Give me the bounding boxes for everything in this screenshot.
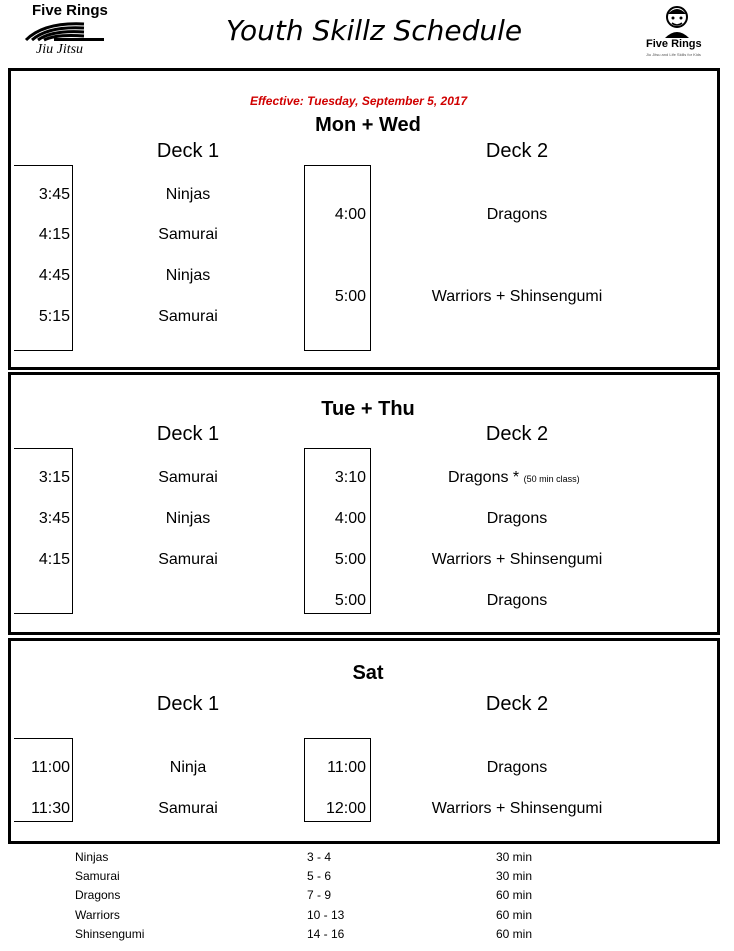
class-name: Samurai	[158, 800, 218, 817]
legend-name: Shinsengumi	[75, 927, 145, 941]
time-slot: 5:00	[334, 551, 366, 568]
deck2-time-box	[304, 165, 371, 351]
deck1-heading: Deck 1	[156, 423, 220, 445]
legend-ages: 7 - 9	[307, 888, 332, 902]
time-slot: 11:00	[31, 759, 70, 776]
time-slot: 3:10	[334, 469, 366, 486]
class-name: Warriors + Shinsengumi	[431, 551, 603, 568]
mascot-icon	[660, 4, 694, 38]
class-note: (50 min class)	[523, 474, 580, 484]
class-name: Dragons *	[448, 469, 520, 486]
time-slot: 11:30	[31, 800, 70, 817]
logo-right-brand: Five Rings	[646, 38, 702, 50]
day-heading: Sat	[352, 662, 384, 684]
class-name: Warriors + Shinsengumi	[431, 288, 603, 305]
rings-swoosh-icon	[24, 20, 106, 42]
legend-ages: 3 - 4	[307, 850, 332, 864]
class-name: Dragons	[486, 592, 548, 609]
deck2-heading: Deck 2	[485, 140, 549, 162]
five-rings-logo-left	[24, 2, 114, 60]
legend-name: Ninjas	[75, 850, 109, 864]
time-slot: 4:00	[334, 206, 366, 223]
class-name: Ninjas	[165, 510, 211, 527]
time-slot: 4:45	[38, 267, 70, 284]
legend-duration: 60 min	[496, 927, 533, 941]
class-name: Ninjas	[165, 186, 211, 203]
deck2-heading: Deck 2	[485, 693, 549, 715]
legend-ages: 5 - 6	[307, 869, 332, 883]
time-slot: 4:00	[334, 510, 366, 527]
time-slot: 3:45	[38, 510, 70, 527]
legend-duration: 30 min	[496, 869, 533, 883]
class-name-with-note	[448, 469, 580, 487]
time-slot: 5:00	[334, 288, 366, 305]
class-name: Samurai	[158, 308, 218, 325]
class-name: Warriors + Shinsengumi	[431, 800, 603, 817]
time-slot: 4:15	[38, 226, 70, 243]
legend-name: Warriors	[75, 908, 120, 922]
class-name: Dragons	[486, 206, 548, 223]
class-name: Ninjas	[165, 267, 211, 284]
legend-duration: 60 min	[496, 888, 533, 902]
logo-left-brand: Five Rings	[32, 2, 108, 19]
logo-left-sub: Jiu Jitsu	[36, 42, 84, 57]
class-name: Samurai	[158, 226, 218, 243]
five-rings-logo-right	[640, 4, 712, 60]
legend-duration: 30 min	[496, 850, 533, 864]
legend-ages: 14 - 16	[307, 927, 345, 941]
legend-name: Dragons	[75, 888, 121, 902]
class-name: Dragons	[486, 759, 548, 776]
time-slot: 5:15	[38, 308, 70, 325]
legend-ages: 10 - 13	[307, 908, 345, 922]
logo-right-tagline: Jiu Jitsu and Life Skills for Kids	[646, 52, 701, 57]
day-heading: Mon + Wed	[315, 114, 421, 136]
class-name: Samurai	[158, 469, 218, 486]
time-slot: 3:15	[38, 469, 70, 486]
class-name: Dragons	[486, 510, 548, 527]
class-name: Samurai	[158, 551, 218, 568]
page-title: Youth Skillz Schedule	[226, 14, 523, 47]
deck2-heading: Deck 2	[485, 423, 549, 445]
time-slot: 5:00	[334, 592, 366, 609]
legend-duration: 60 min	[496, 908, 533, 922]
time-slot: 12:00	[325, 800, 366, 817]
legend-name: Samurai	[75, 869, 120, 883]
time-slot: 3:45	[38, 186, 70, 203]
day-heading: Tue + Thu	[321, 398, 415, 420]
deck1-heading: Deck 1	[156, 140, 220, 162]
time-slot: 11:00	[327, 759, 366, 776]
deck1-heading: Deck 1	[156, 693, 220, 715]
class-name: Ninja	[169, 759, 207, 776]
time-slot: 4:15	[38, 551, 70, 568]
effective-date: Effective: Tuesday, September 5, 2017	[250, 94, 468, 108]
